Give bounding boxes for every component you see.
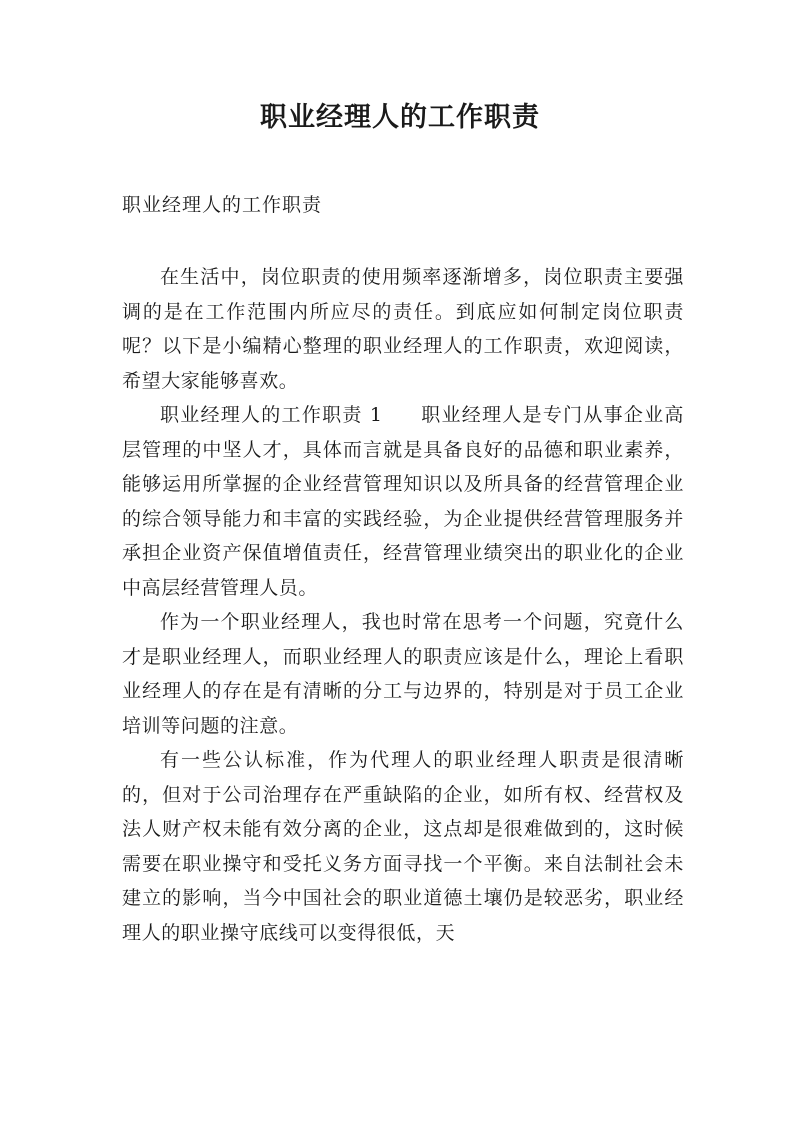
section-1-heading: 职业经理人的工作职责 1 xyxy=(160,404,383,426)
document-subtitle: 职业经理人的工作职责 xyxy=(122,194,323,216)
document-body xyxy=(122,260,684,950)
section-1-paragraph xyxy=(122,398,684,605)
intro-paragraph: 在生活中，岗位职责的使用频率逐渐增多，岗位职责主要强调的是在工作范围内所应尽的责任。到底应如何制定岗位职责呢？以下是小编精心整理的职业经理人的工作职责，欢迎阅读，希望大家能够喜欢。 xyxy=(122,266,684,392)
body-paragraph-3: 作为一个职业经理人，我也时常在思考一个问题，究竟什么才是职业经理人，而职业经理人的职责应该是什么，理论上看职业经理人的存在是有清晰的分工与边界的，特别是对于员工企业培训等问题的注意。 xyxy=(122,611,684,737)
section-1-text: 职业经理人是专门从事企业高层管理的中坚人才，具体而言就是具备良好的品德和职业素养，能够运用所掌握的企业经营管理知识以及所具备的经营管理企业的综合领导能力和丰富的实践经验，为企业提供经营管理服务并承担企业资产保值增值责任，经营管理业绩突出的职业化的企业中高层经营管理人员。 xyxy=(122,404,684,599)
document-title: 职业经理人的工作职责 xyxy=(260,102,540,133)
body-paragraph-4: 有一些公认标准，作为代理人的职业经理人职责是很清晰的，但对于公司治理存在严重缺陷的企业，如所有权、经营权及法人财产权未能有效分离的企业，这点却是很难做到的，这时候需要在职业操守和受托义务方面寻找一个平衡。来自法制社会未建立的影响，当今中国社会的职业道德土壤仍是较恶劣，职业经理人的职业操守底线可以变得很低，天 xyxy=(122,749,684,944)
